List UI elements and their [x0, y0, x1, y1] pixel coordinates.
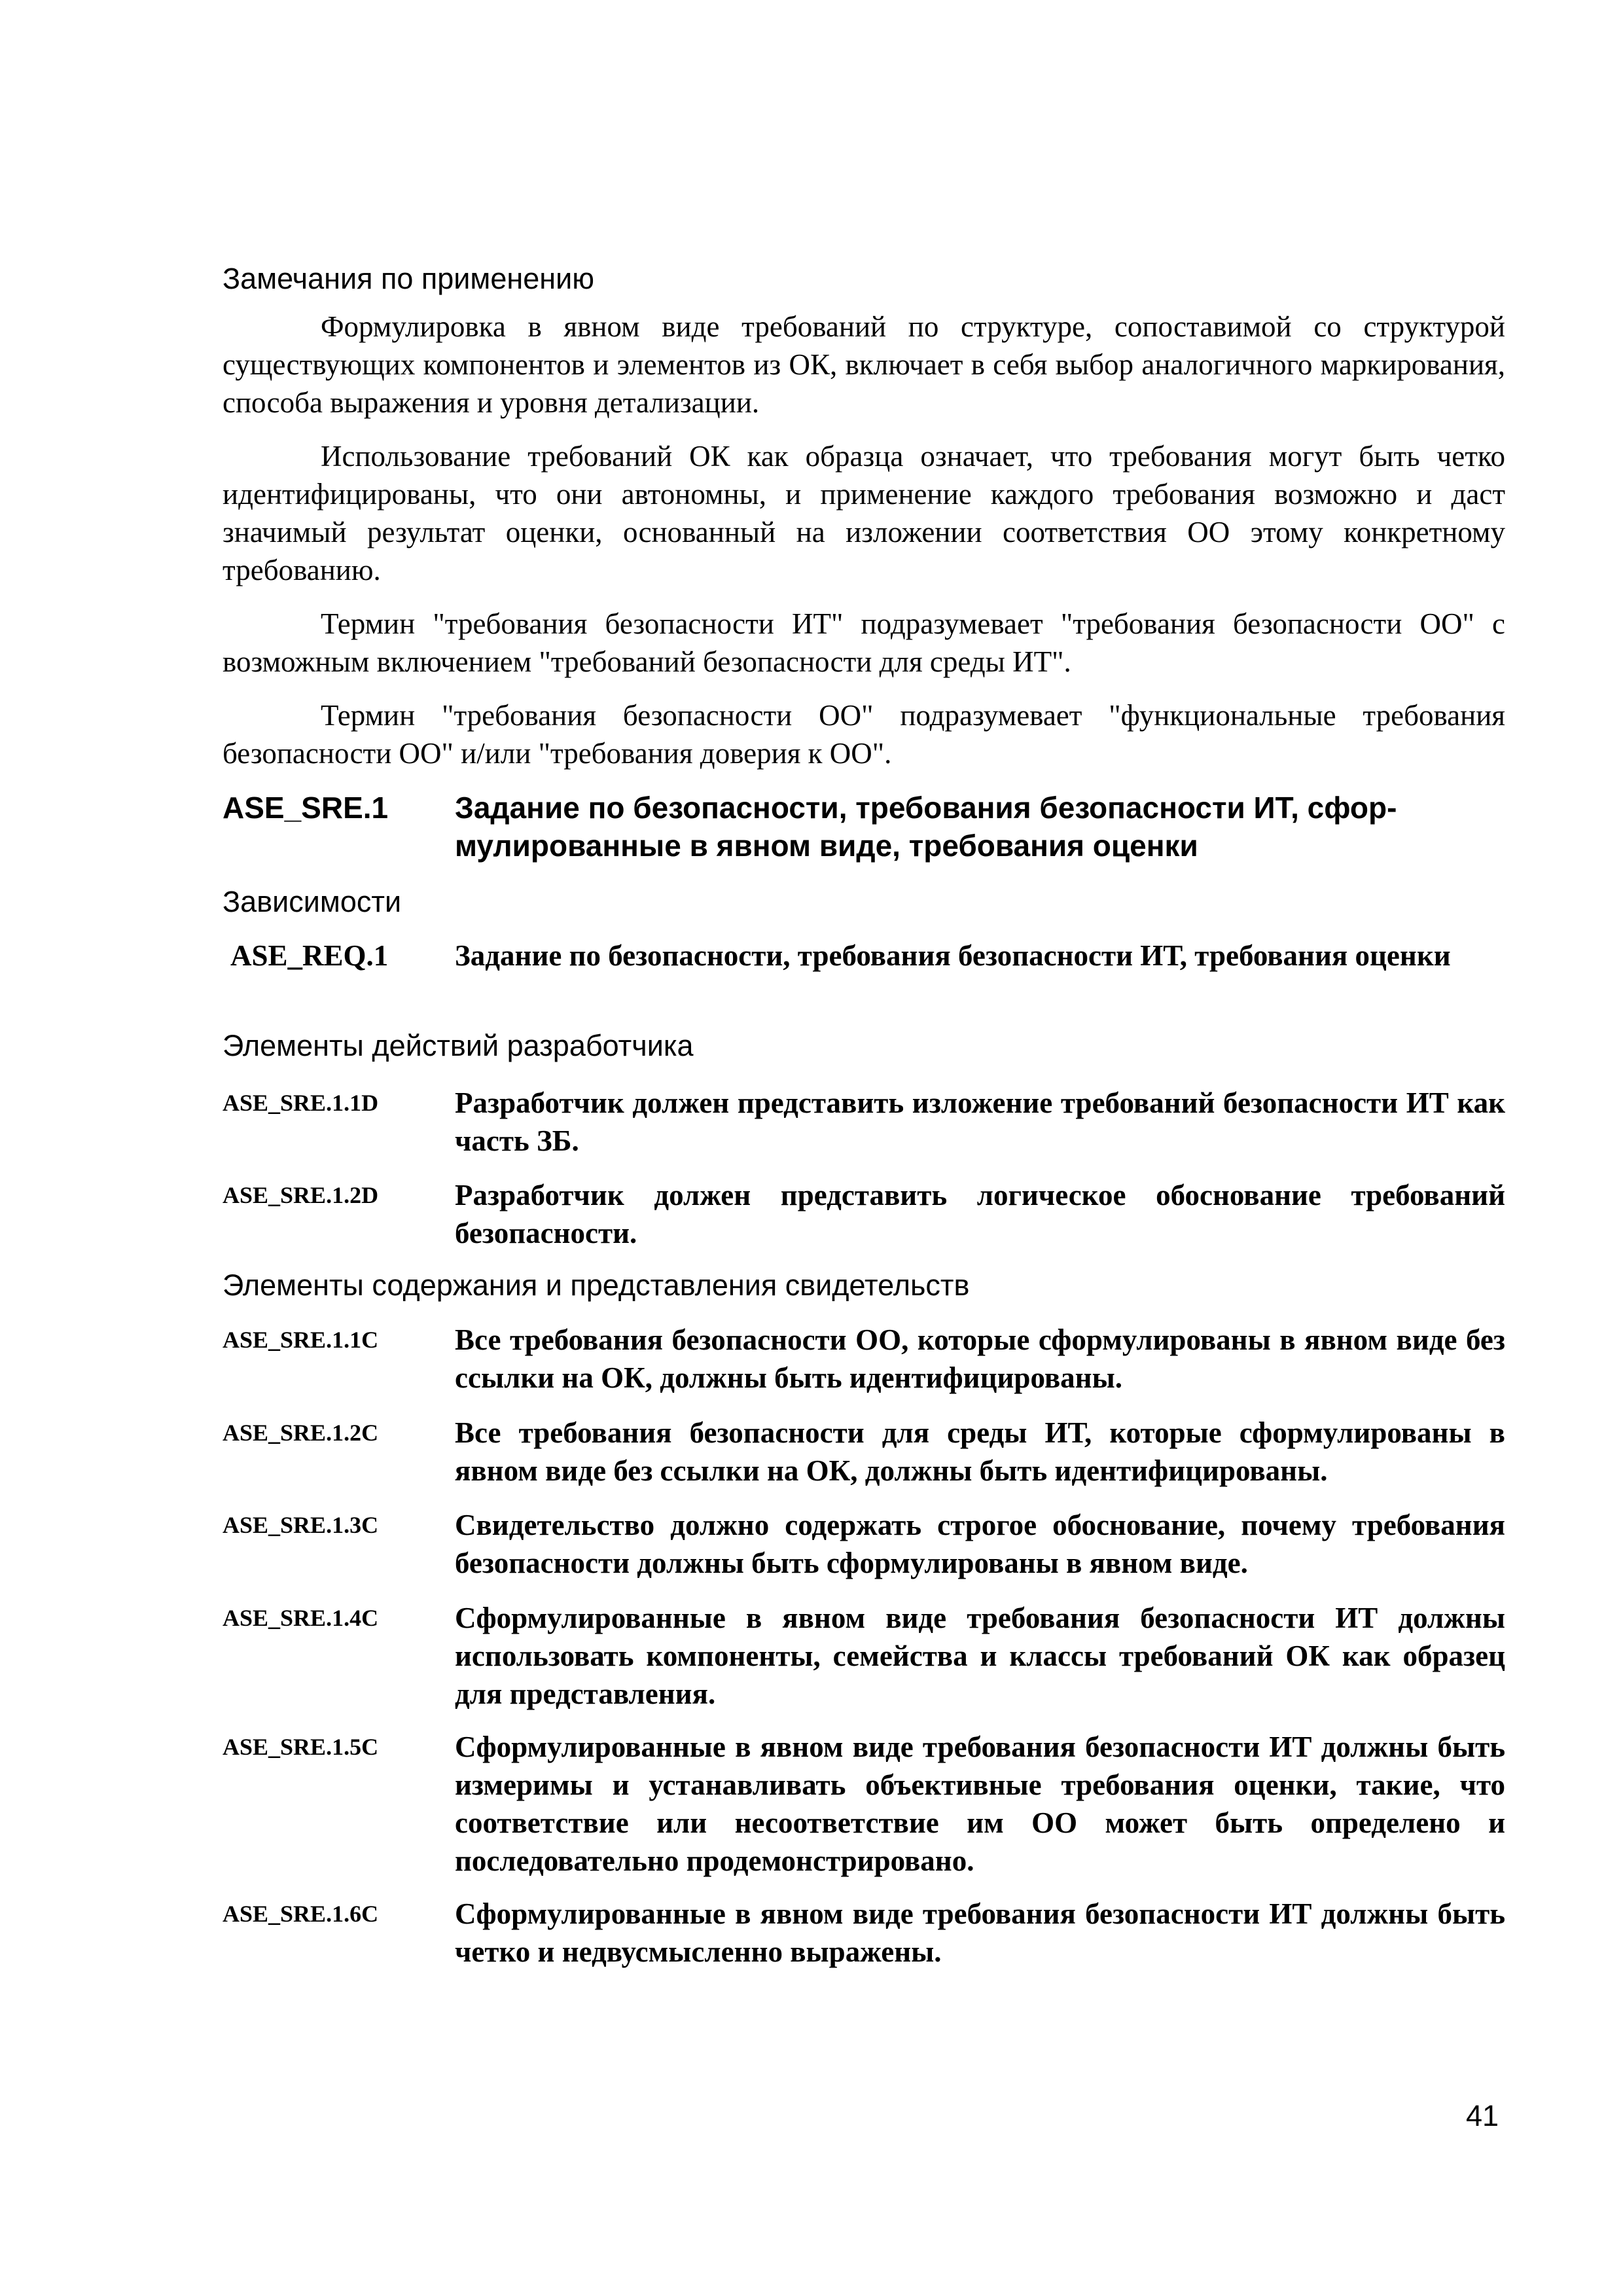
page-number: 41 — [1466, 2099, 1499, 2132]
element-id-ASE_SRE.1.5C: ASE_SRE.1.5C — [223, 1734, 379, 1760]
element-id-ASE_SRE.1.2C: ASE_SRE.1.2C — [223, 1420, 379, 1446]
element-text-ASE_SRE.1.6C: Сформулированные в явном виде требования безопасности ИТ должны быть четко и недвусмысленно выражены. — [455, 1897, 1505, 1968]
application-notes-paragraph-1: Формулировка в явном виде требований по структуре, сопоставимой со структурой существующих компонентов и элементов из ОК, включает в себя выбор аналогичного маркирования, способа выражения и уровня детализации. — [223, 310, 1505, 419]
application-notes-paragraph-3: Термин "требования безопасности ИТ" подразумевает "требования безопасности ОО" с возможным включением "требований безопасности для среды ИТ". — [223, 607, 1505, 678]
element-id-ASE_SRE.1.3C: ASE_SRE.1.3C — [223, 1512, 379, 1538]
element-text-ASE_SRE.1.5C: Сформулированные в явном виде требования безопасности ИТ должны быть измеримы и устанавливать объективные требования оценки, такие, что соответствие или несоответствие им ОО может быть определено и последовательно продемонстрировано. — [455, 1731, 1505, 1877]
developer-action-elements-heading: Элементы действий разработчика — [223, 1029, 694, 1062]
element-text-ASE_SRE.1.2C: Все требования безопасности для среды ИТ, которые сформулированы в явном виде без ссылки на ОК, должны быть идентифицированы. — [455, 1416, 1505, 1487]
dependency-id: ASE_REQ.1 — [230, 939, 389, 972]
element-id-ASE_SRE.1.1C: ASE_SRE.1.1C — [223, 1327, 379, 1353]
element-id-ASE_SRE.1.2D: ASE_SRE.1.2D — [223, 1182, 379, 1208]
element-id-ASE_SRE.1.4C: ASE_SRE.1.4C — [223, 1605, 379, 1631]
element-text-ASE_SRE.1.4C: Сформулированные в явном виде требования безопасности ИТ должны использовать компоненты, семейства и классы требований ОК как образец для представления. — [455, 1602, 1505, 1710]
element-text-ASE_SRE.1.1D: Разработчик должен представить изложение требований безопасности ИТ как часть ЗБ. — [455, 1086, 1505, 1157]
element-id-ASE_SRE.1.6C: ASE_SRE.1.6C — [223, 1901, 379, 1927]
application-notes-paragraph-2: Использование требований ОК как образца означает, что требования могут быть четко идентифицированы, что они автономны, и применение каждого требования возможно и даст значимый результат оценки, основанный на изложении соответствия ОО этому конкретному требованию. — [223, 440, 1505, 586]
element-text-ASE_SRE.1.3C: Свидетельство должно содержать строгое обоснование, почему требования безопасности должны быть сформулированы в явном виде. — [455, 1509, 1505, 1579]
application-notes-heading: Замечания по применению — [223, 262, 595, 295]
component-title: Задание по безопасности, требования безопасности ИТ, сформулированные в явном виде, требования оценки — [455, 791, 1397, 863]
dependencies-heading: Зависимости — [223, 885, 402, 918]
element-text-ASE_SRE.1.1C: Все требования безопасности ОО, которые сформулированы в явном виде без ссылки на ОК, должны быть идентифицированы. — [455, 1323, 1505, 1394]
dependency-text: Задание по безопасности, требования безопасности ИТ, требования оценки — [455, 939, 1451, 972]
content-elements-heading: Элементы содержания и представления свидетельств — [223, 1268, 970, 1302]
application-notes-paragraph-4: Термин "требования безопасности ОО" подразумевает "функциональные требования безопасности ОО" и/или "требования доверия к ОО". — [223, 699, 1505, 770]
element-text-ASE_SRE.1.2D: Разработчик должен представить логическое обоснование требований безопасности. — [455, 1179, 1505, 1249]
component-id: ASE_SRE.1 — [223, 791, 389, 825]
element-id-ASE_SRE.1.1D: ASE_SRE.1.1D — [223, 1090, 379, 1116]
